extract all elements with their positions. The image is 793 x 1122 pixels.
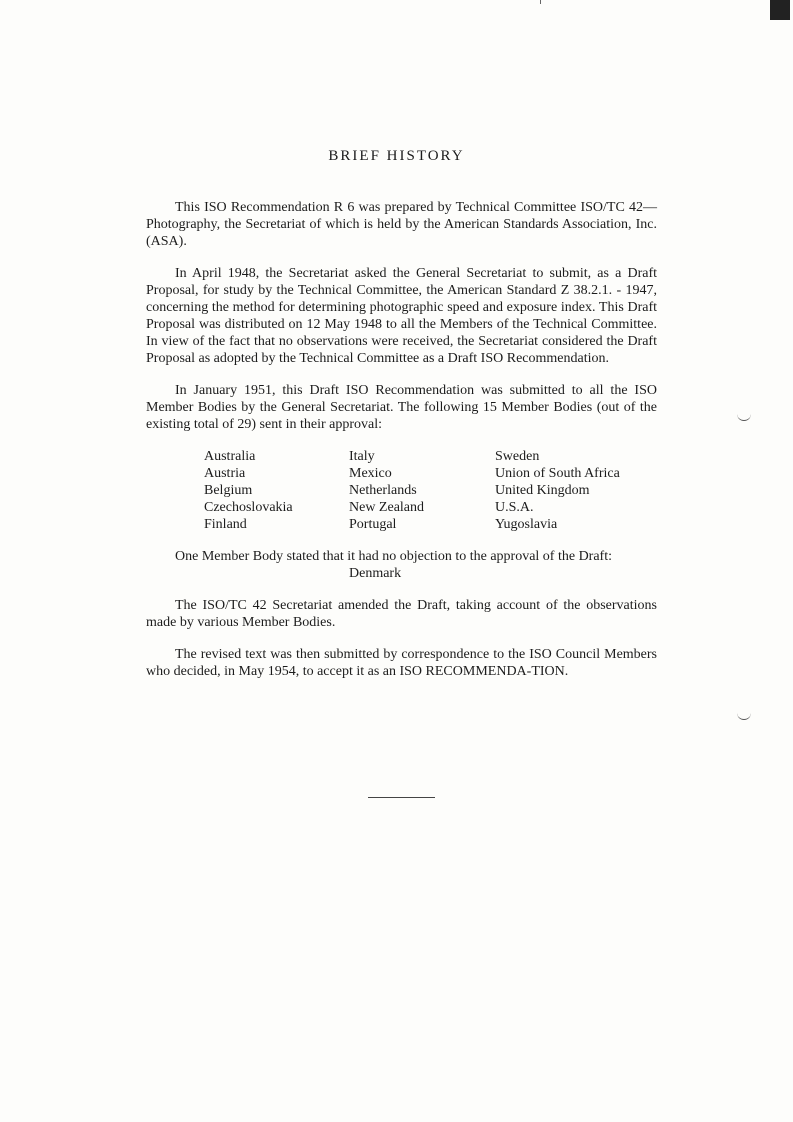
paragraph-draft-proposal: In April 1948, the Secretariat asked the General Secretariat to submit, as a Draft Proposal, for study by the Technical Committee, the American Standard Z 38.2.1. - 1947, concerning the method for determining photographic speed and exposure index. This Draft Proposal was distributed on 12 May 1948 to all the Members of the Technical Committee. In view of the fact that no observations were received, the Secretariat considered the Draft Proposal as adopted by the Technical Committee as a Draft ISO Recommendation. — [146, 266, 657, 366]
non-objecting-member: Denmark — [349, 566, 402, 581]
approving-members-list — [204, 448, 657, 533]
list-item: Union of South Africa — [495, 466, 620, 481]
paragraph-objection: One Member Body stated that it had no objection to the approval of the Draft: — [175, 549, 612, 564]
list-item: Belgium — [204, 483, 253, 498]
list-item: Australia — [204, 449, 256, 464]
list-item: Mexico — [349, 466, 392, 481]
list-item: Czechoslovakia — [204, 500, 293, 515]
paragraph-prepared-by: This ISO Recommendation R 6 was prepared by Technical Committee ISO/TC 42—Photography, the Secretariat of which is held by the American Standards Association, Inc. (ASA). — [146, 200, 657, 249]
end-rule — [368, 797, 435, 798]
list-item: Yugoslavia — [495, 517, 558, 532]
scan-speck — [540, 0, 541, 4]
list-item: New Zealand — [349, 500, 425, 515]
list-item: United Kingdom — [495, 483, 590, 498]
paragraph-amendment: The ISO/TC 42 Secretariat amended the Draft, taking account of the observations made by various Member Bodies. — [146, 598, 657, 630]
paragraph-submission: In January 1951, this Draft ISO Recommendation was submitted to all the ISO Member Bodies by the General Secretariat. The following 15 Member Bodies (out of the existing total of 29) sent in their approval: — [146, 383, 657, 432]
margin-mark — [737, 414, 751, 421]
margin-mark — [737, 713, 751, 720]
list-item: Finland — [204, 517, 247, 532]
page-title: BRIEF HISTORY — [328, 148, 465, 164]
list-item: Portugal — [349, 517, 397, 532]
list-item: Austria — [204, 466, 246, 481]
body-text — [146, 199, 657, 695]
page-corner-mark — [770, 0, 790, 20]
list-item: Sweden — [495, 449, 540, 464]
list-item: Italy — [349, 449, 375, 464]
paragraph-acceptance: The revised text was then submitted by correspondence to the ISO Council Members who decided, in May 1954, to accept it as an ISO RECOMMENDA-TION. — [146, 647, 657, 679]
list-item: U.S.A. — [495, 500, 534, 515]
list-item: Netherlands — [349, 483, 417, 498]
